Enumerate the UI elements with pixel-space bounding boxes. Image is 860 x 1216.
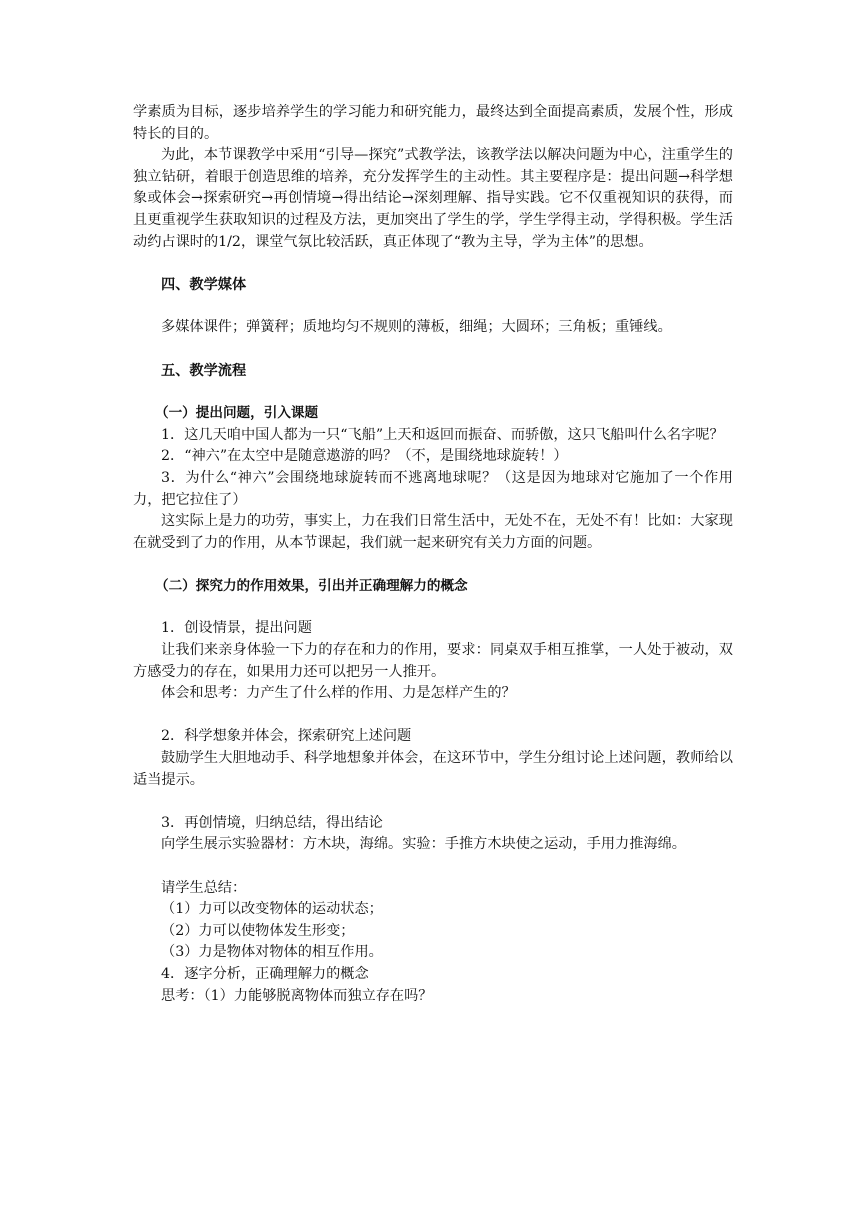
step-1-think: 体会和思考：力产生了什么样的作用、力是怎样产生的？ bbox=[161, 685, 516, 702]
subheading-explore-force: （二）探究力的作用效果，引出并正确理解力的概念 bbox=[155, 577, 468, 594]
paragraph-force-intro: 这实际上是力的功劳，事实上，力在我们日常生活中，无处不在，无处不有！比如：大家现在就受到了力的作用，从本节课起，我们就一起来研究有关力方面的问题。 bbox=[133, 513, 733, 551]
paragraph-teaching-method: 为此，本节课教学中采用“引导—探究”式教学法，该教学法以解决问题为中心，注重学生的独立钻研，着眼于创造思维的培养，充分发挥学生的主动性。其主要程序是：提出问题→科学想象或体会→探索研究→再创情境→得出结论→深刻理解、指导实践。它不仅重视知识的获得，而且更重视学生获取知识的过程及方法，更加突出了学生的学，学生学得主动，学得积极。学生活动约占课时的1/2，课堂气氛比较活跃，真正体现了“教为主导，学为主体”的思想。 bbox=[133, 147, 733, 250]
question-2: 2．“神六”在太空中是随意遨游的吗？（不，是围绕地球旋转！） bbox=[161, 448, 568, 465]
step-2-title: 2．科学想象并体会，探索研究上述问题 bbox=[161, 728, 412, 745]
summary-item-1: （1）力可以改变物体的运动状态； bbox=[161, 901, 383, 918]
question-3: 3．为什么“神六”会围绕地球旋转而不逃离地球呢？（这是因为地球对它施加了一个作用力，把它拉住了） bbox=[133, 469, 733, 508]
summary-item-2: （2）力可以使物体发生形变； bbox=[161, 922, 355, 939]
paragraph-intro-continued: 学素质为目标，逐步培养学生的学习能力和研究能力，最终达到全面提高素质，发展个性，形成特长的目的。 bbox=[133, 104, 733, 142]
summary-intro: 请学生总结： bbox=[161, 879, 247, 896]
summary-item-3: （3）力是物体对物体的相互作用。 bbox=[161, 944, 383, 961]
step-2-paragraph: 鼓励学生大胆地动手、科学地想象并体会，在这环节中，学生分组讨论上述问题，教师给以适当提示。 bbox=[133, 750, 733, 788]
step-4-title: 4．逐字分析，正确理解力的概念 bbox=[161, 965, 369, 982]
step-1-title: 1．创设情景，提出问题 bbox=[161, 620, 312, 637]
heading-teaching-flow: 五、教学流程 bbox=[161, 362, 247, 379]
step-3-title: 3．再创情境，归纳总结，得出结论 bbox=[161, 814, 383, 831]
heading-teaching-media: 四、教学媒体 bbox=[161, 276, 247, 293]
question-1: 1．这几天咱中国人都为一只“飞船”上天和返回而振奋、而骄傲，这只飞船叫什么名字呢？ bbox=[161, 426, 724, 443]
step-3-paragraph: 向学生展示实验器材：方木块，海绵。实验：手推方木块使之运动，手用力推海绵。 bbox=[161, 836, 686, 853]
step-1-paragraph: 让我们来亲身体验一下力的存在和力的作用，要求：同桌双手相互推掌，一人处于被动，双方感受力的存在，如果用力还可以把另一人推开。 bbox=[133, 642, 733, 680]
step-4-think: 思考：（1）力能够脱离物体而独立存在吗？ bbox=[161, 987, 433, 1004]
document-body bbox=[133, 102, 733, 1007]
subheading-raise-question: （一）提出问题，引入课题 bbox=[155, 405, 319, 422]
paragraph-media-list: 多媒体课件；弹簧秤；质地均匀不规则的薄板，细绳；大圆环；三角板；重锤线。 bbox=[161, 319, 672, 336]
